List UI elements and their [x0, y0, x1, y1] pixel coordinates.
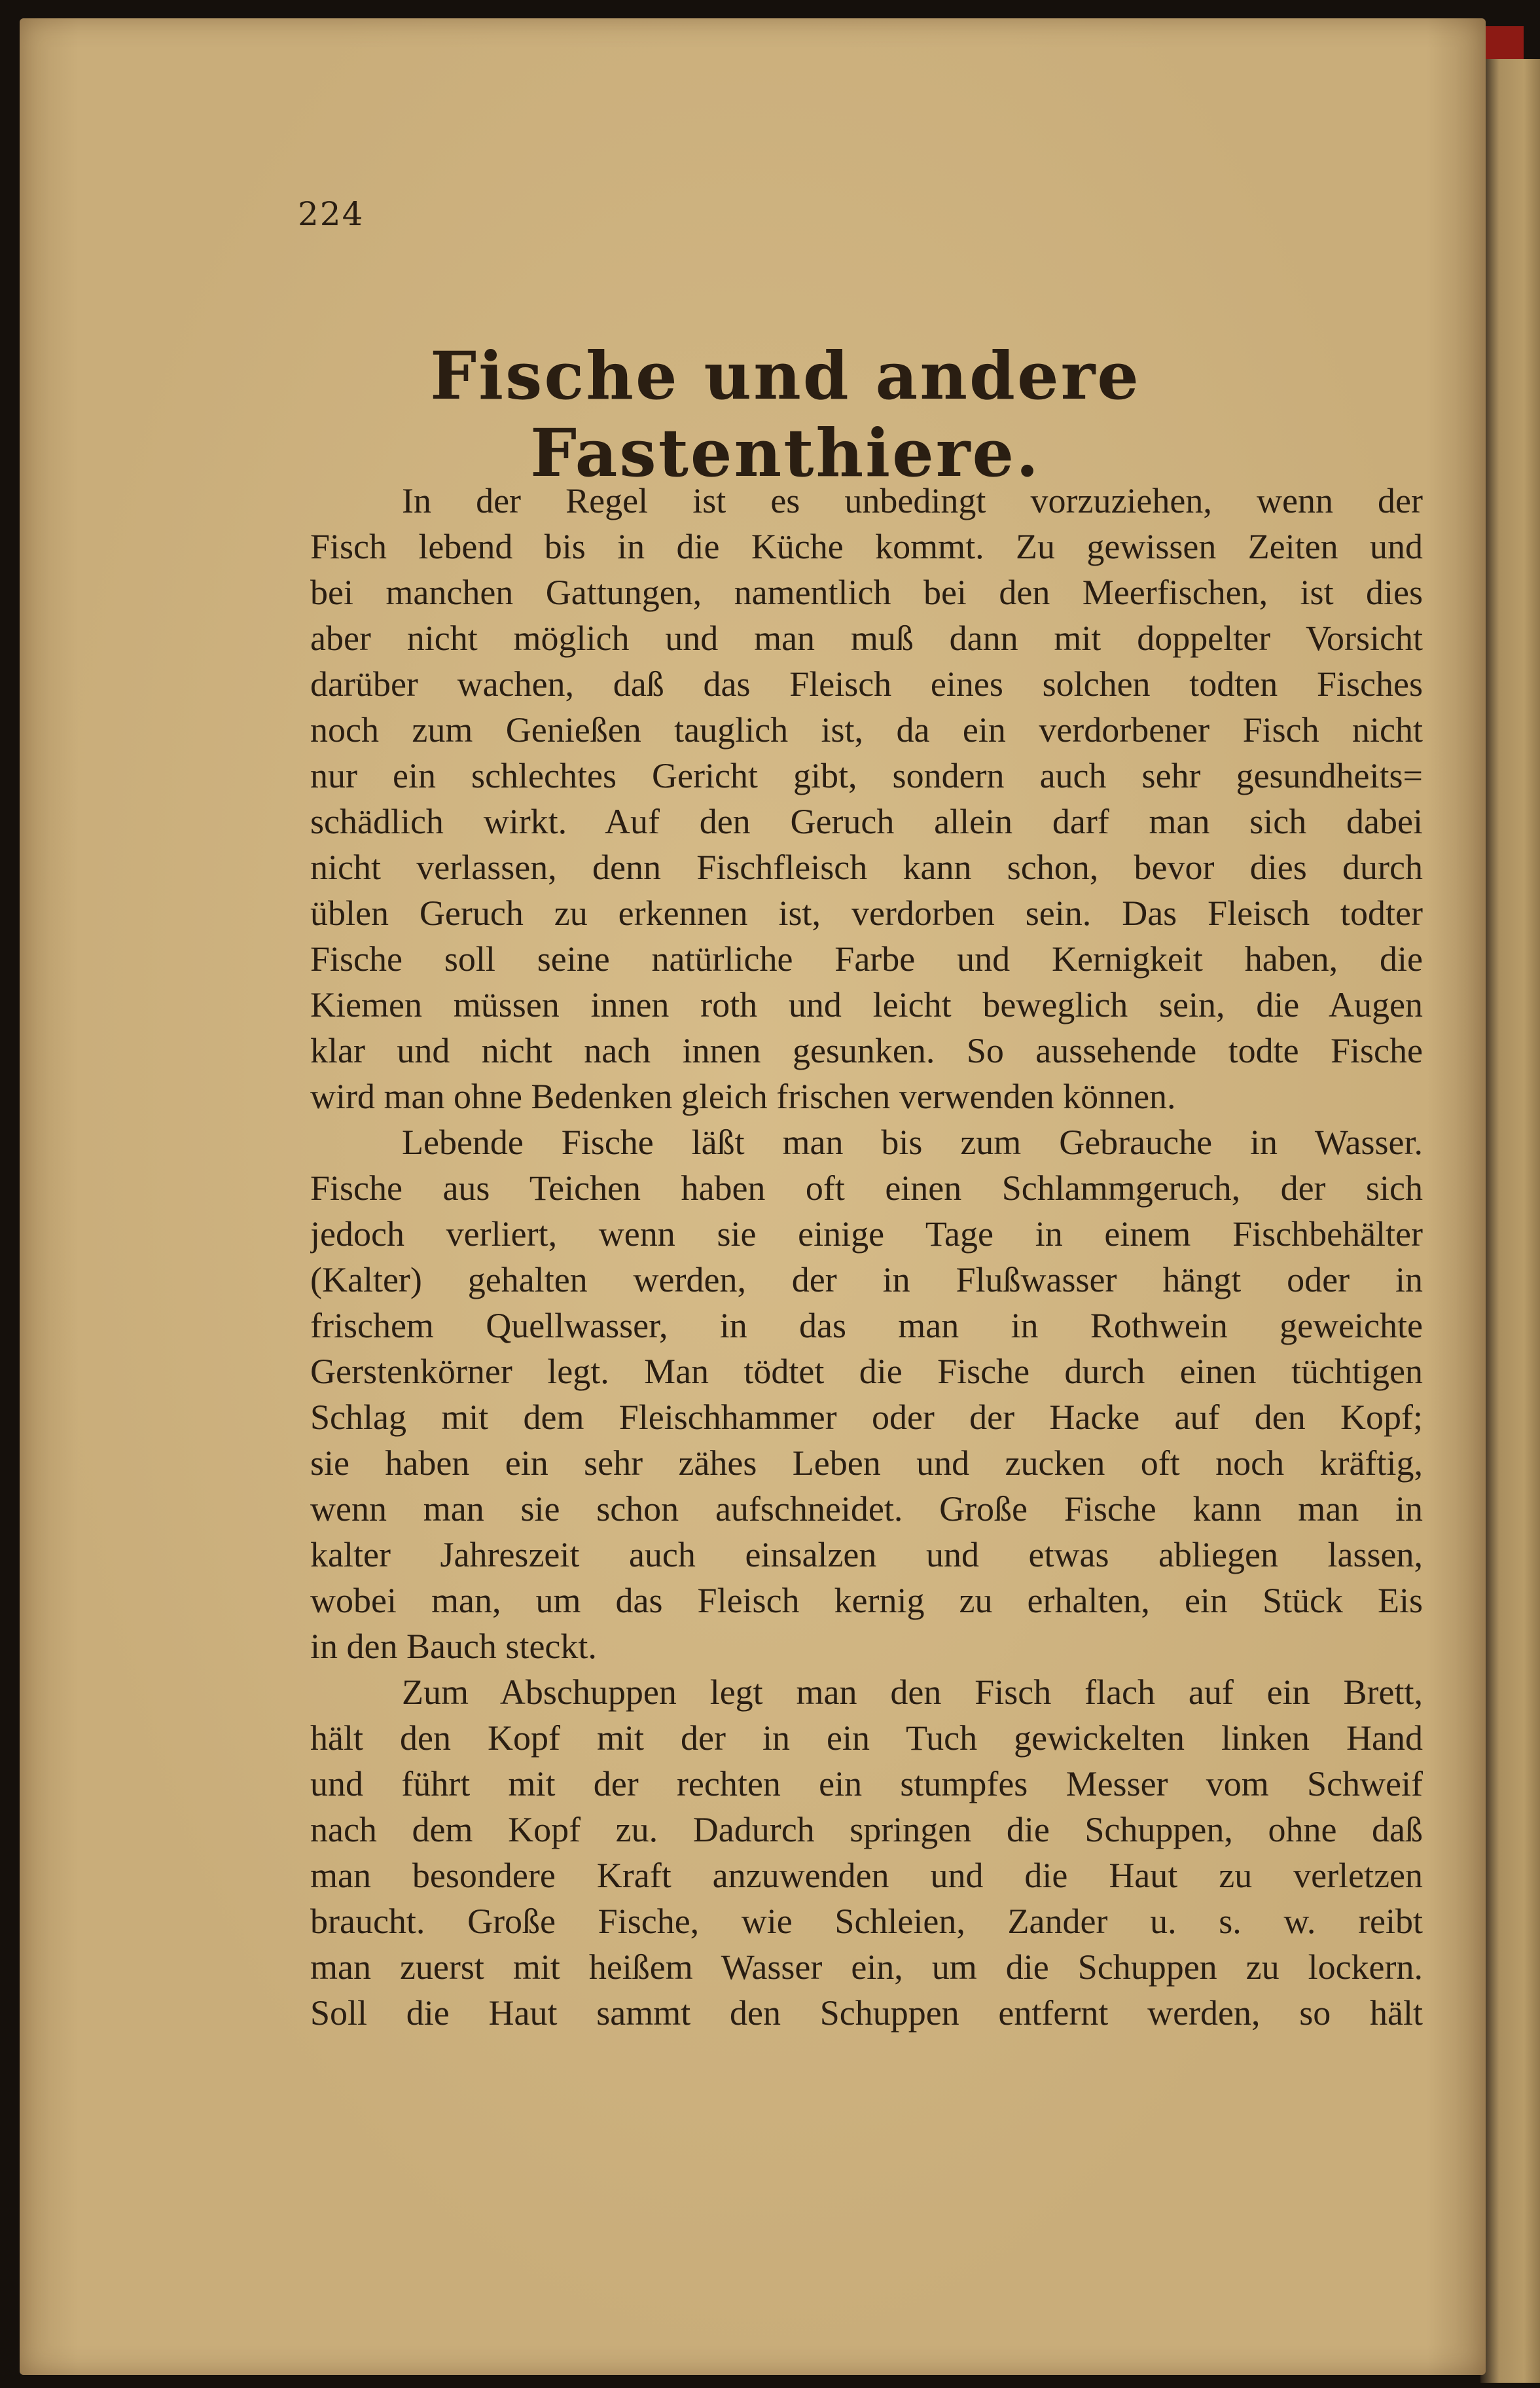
text-line: aber nicht möglich und man muß dann mit doppelter Vorsicht	[310, 619, 1423, 658]
text-line: frischem Quellwasser, in das man in Rothwein geweichte	[310, 1306, 1423, 1345]
text-line: man besondere Kraft anzuwenden und die Haut zu verletzen	[310, 1856, 1423, 1895]
text-line: Gerstenkörner legt. Man tödtet die Fische durch einen tüchtigen	[310, 1352, 1423, 1391]
text-line: man zuerst mit heißem Wasser ein, um die Schuppen zu lockern.	[310, 1947, 1423, 1987]
text-line: Zum Abschuppen legt man den Fisch flach auf ein Brett,	[402, 1673, 1423, 1712]
text-line: Kiemen müssen innen roth und leicht beweglich sein, die Augen	[310, 985, 1423, 1024]
text-line: Fische soll seine natürliche Farbe und Kernigkeit haben, die	[310, 939, 1423, 979]
text-line: klar und nicht nach innen gesunken. So aussehende todte Fische	[310, 1031, 1423, 1070]
text-line: nicht verlassen, denn Fischfleisch kann schon, bevor dies durch	[310, 848, 1423, 887]
text-line: darüber wachen, daß das Fleisch eines solchen todten Fisches	[310, 664, 1423, 704]
text-line: Soll die Haut sammt den Schuppen entfernt werden, so hält	[310, 1993, 1423, 2033]
text-line: noch zum Genießen tauglich ist, da ein verdorbener Fisch nicht	[310, 710, 1423, 750]
text-line: braucht. Große Fische, wie Schleien, Zander u. s. w. reibt	[310, 1902, 1423, 1941]
text-line: wobei man, um das Fleisch kernig zu erhalten, ein Stück Eis	[310, 1581, 1423, 1620]
text-line: nur ein schlechtes Gericht gibt, sondern auch sehr gesundheits=	[310, 756, 1423, 795]
text-line: In der Regel ist es unbedingt vorzuziehen, wenn der	[402, 481, 1423, 520]
page-number: 224	[298, 195, 365, 233]
chapter-title: Fische und andere Fastenthiere.	[430, 337, 1141, 492]
text-line: nach dem Kopf zu. Dadurch springen die Schuppen, ohne daß	[310, 1810, 1423, 1849]
text-line: (Kalter) gehalten werden, der in Flußwasser hängt oder in	[310, 1260, 1423, 1299]
text-line: bei manchen Gattungen, namentlich bei den Meerfischen, ist dies	[310, 573, 1423, 612]
adjacent-page-edge	[1480, 59, 1540, 2383]
body-text	[310, 478, 1423, 2036]
text-line: hält den Kopf mit der in ein Tuch gewickelten linken Hand	[310, 1718, 1423, 1758]
text-line: Schlag mit dem Fleischhammer oder der Hacke auf den Kopf;	[310, 1398, 1423, 1437]
text-line: und führt mit der rechten ein stumpfes Messer vom Schweif	[310, 1764, 1423, 1803]
text-line: wird man ohne Bedenken gleich frischen verwenden können.	[310, 1077, 1176, 1116]
text-line: Lebende Fische läßt man bis zum Gebrauche in Wasser.	[402, 1123, 1423, 1162]
text-line: Fisch lebend bis in die Küche kommt. Zu gewissen Zeiten und	[310, 527, 1423, 566]
text-line: kalter Jahreszeit auch einsalzen und etwas abliegen lassen,	[310, 1535, 1423, 1574]
text-line: wenn man sie schon aufschneidet. Große Fische kann man in	[310, 1489, 1423, 1529]
text-line: jedoch verliert, wenn sie einige Tage in einem Fischbehälter	[310, 1214, 1423, 1254]
text-line: schädlich wirkt. Auf den Geruch allein darf man sich dabei	[310, 802, 1423, 841]
text-line: üblen Geruch zu erkennen ist, verdorben sein. Das Fleisch todter	[310, 894, 1423, 933]
text-line: sie haben ein sehr zähes Leben und zucken oft noch kräftig,	[310, 1443, 1423, 1483]
text-line: Fische aus Teichen haben oft einen Schlammgeruch, der sich	[310, 1168, 1423, 1208]
text-line: in den Bauch steckt.	[310, 1627, 597, 1666]
